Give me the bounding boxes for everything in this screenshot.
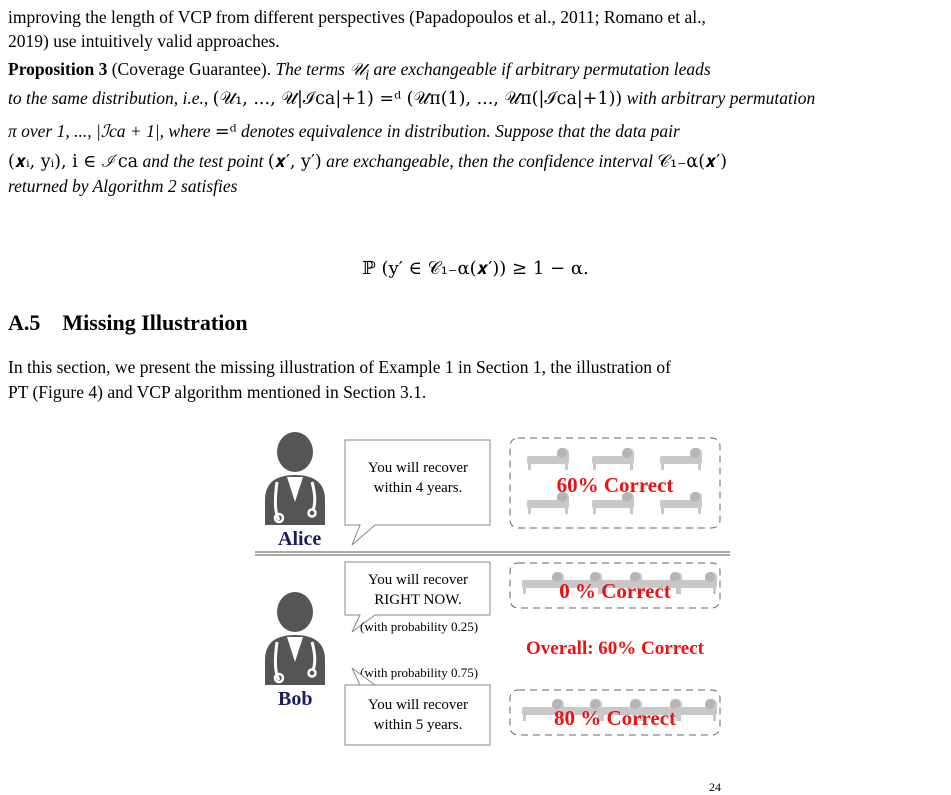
- section-text-1: In this section, we present the missing illustration of Example 1 in Section 1, the illustration of: [8, 357, 671, 377]
- bob-bubble1-line-2: RIGHT NOW.: [374, 592, 462, 608]
- bob-result-1: 0 % Correct: [559, 579, 671, 603]
- bob-bubble2-line-1: You will recover: [367, 697, 469, 713]
- proposition-line-1: [8, 58, 943, 88]
- proposition-line-2: [8, 87, 943, 112]
- proposition-text-1a: The terms 𝒰: [275, 59, 366, 79]
- bob-bubble1-line-1: You will recover: [367, 572, 469, 588]
- proposition-sub-i: i: [365, 67, 370, 84]
- bed-icon: [522, 572, 564, 594]
- alice-name: Alice: [278, 528, 322, 550]
- bob-bubble2-line-2: within 5 years.: [373, 717, 463, 733]
- proposition-text-1b: are exchangeable if arbitrary permutation leads: [369, 59, 711, 79]
- section-number: A.5: [8, 310, 41, 335]
- display-equation: ℙ (y′ ∈ 𝒞₁₋α(𝒙′)) ≥ 1 − α.: [362, 258, 589, 279]
- proposition-title: (Coverage Guarantee).: [111, 59, 272, 79]
- proposition-math-equiv: =ᵈ: [214, 122, 237, 142]
- alice-result: 60% Correct: [556, 473, 674, 497]
- intro-line-1: improving the length of VCP from different perspectives (Papadopoulos et al., 2011; Romano et al.,: [8, 7, 706, 27]
- bob-result-2: 80 % Correct: [553, 706, 677, 730]
- bed-icon: [660, 448, 702, 470]
- bob-name: Bob: [278, 688, 313, 710]
- alice-bubble-line-2: within 4 years.: [373, 480, 463, 496]
- bed-icon: [592, 448, 634, 470]
- proposition-math-permutation: (𝒰₁, ..., 𝒰|ℐca|+1) =ᵈ (𝒰π(1), ..., 𝒰π(|ℐca|+1)): [212, 89, 623, 109]
- proposition-math-pairs: (𝒙ᵢ, yᵢ), i ∈ ℐca: [8, 152, 139, 172]
- proposition-text-4c: are exchangeable, then the confidence interval: [321, 151, 658, 171]
- proposition-line-4: [8, 150, 943, 175]
- proposition-math-test: (𝒙′, y′): [267, 152, 322, 172]
- proposition-text-3b: denotes equivalence in distribution. Suppose that the data pair: [236, 121, 680, 141]
- proposition-text-2b: with arbitrary permutation: [622, 88, 816, 108]
- proposition-label: Proposition 3: [8, 59, 108, 79]
- alice-bubble-line-1: You will recover: [367, 460, 469, 476]
- proposition-line-5: returned by Algorithm 2 satisfies: [8, 176, 238, 196]
- page-number: 24: [709, 780, 721, 794]
- intro-line-2: 2019) use intuitively valid approaches.: [8, 31, 280, 51]
- bob-prob-1: (with probability 0.25): [360, 619, 479, 634]
- figure-illustration: [0, 420, 951, 750]
- doctor-alice-icon: [265, 432, 325, 525]
- proposition-text-4b: and the test point: [138, 151, 268, 171]
- proposition-text-3a: π over 1, ..., |ℐca + 1|, where: [8, 121, 215, 141]
- overall-result: Overall: 60% Correct: [526, 638, 704, 659]
- proposition-math-interval: 𝒞₁₋α(𝒙′): [657, 152, 728, 172]
- section-text-2: PT (Figure 4) and VCP algorithm mentioned in Section 3.1.: [8, 382, 427, 402]
- bed-icon: [527, 448, 569, 470]
- proposition-text-2a: to the same distribution, i.e.,: [8, 88, 213, 108]
- bob-prob-2: (with probability 0.75): [360, 665, 479, 680]
- proposition-line-3: [8, 120, 943, 145]
- doctor-bob-icon: [265, 592, 325, 685]
- section-heading: [8, 310, 248, 336]
- section-title: Missing Illustration: [62, 310, 248, 335]
